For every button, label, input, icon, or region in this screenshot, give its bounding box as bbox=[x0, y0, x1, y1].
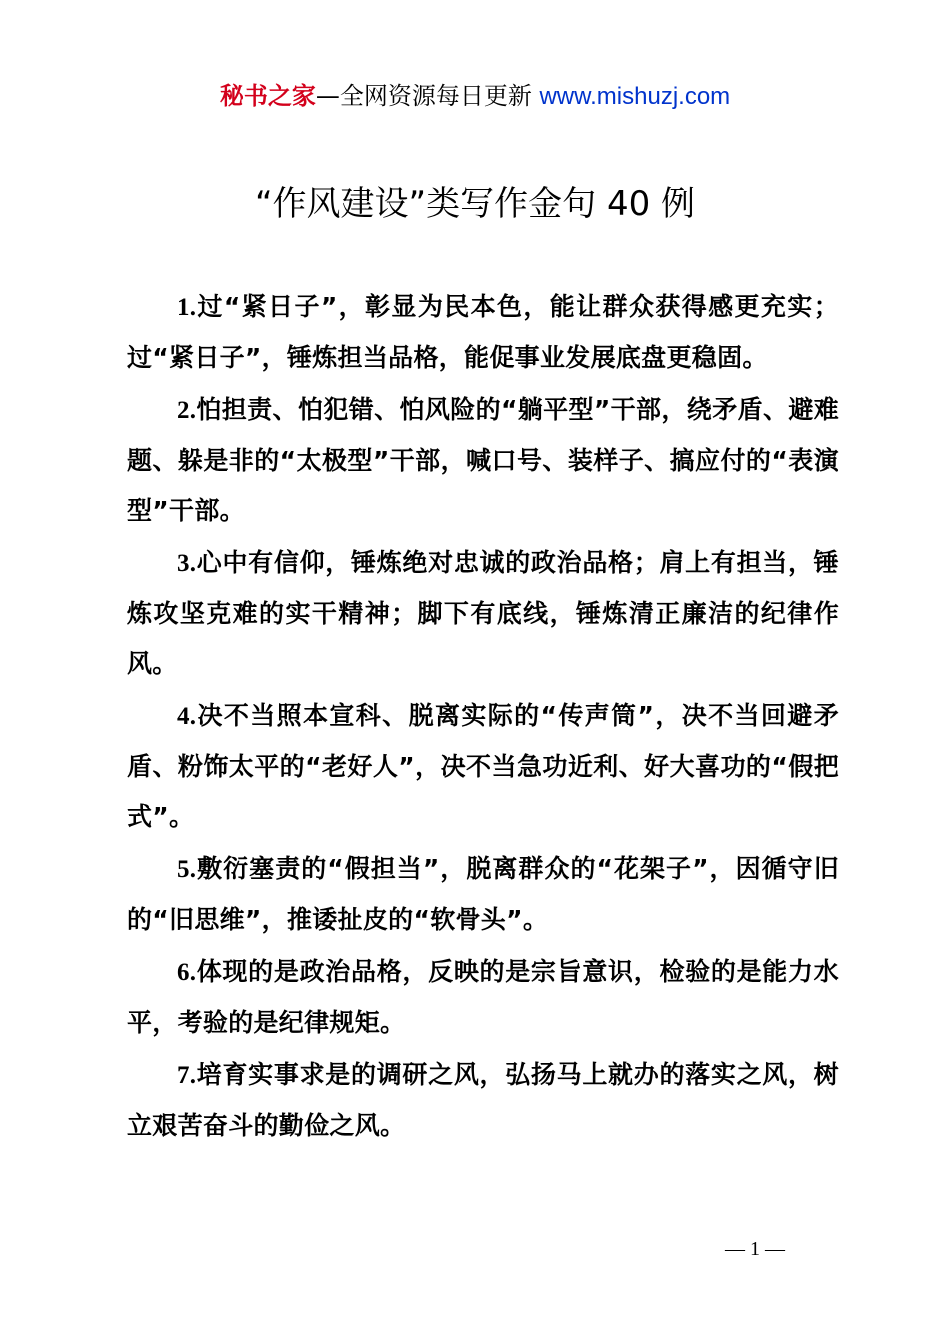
paragraph-3 bbox=[127, 538, 839, 689]
paragraph-text: 体现的是政治品格，反映的是宗旨意识，检验的是能力水平，考验的是纪律规矩。 bbox=[127, 957, 839, 1037]
paragraph-text: 过“紧日子”，彰显为民本色，能让群众获得感更充实；过“紧日子”，锤炼担当品格，能促事业发展底盘更稳固。 bbox=[127, 292, 839, 372]
paragraph-2 bbox=[127, 385, 839, 536]
document-title: “作风建设”类写作金句 40 例 bbox=[254, 184, 696, 224]
page-number: — 1 — bbox=[725, 1238, 785, 1260]
paragraph-1 bbox=[127, 282, 839, 383]
paragraph-number: 1. bbox=[177, 294, 197, 321]
paragraph-4 bbox=[127, 691, 839, 842]
paragraph-text: 培育实事求是的调研之风，弘扬马上就办的落实之风，树立艰苦奋斗的勤俭之风。 bbox=[127, 1060, 839, 1140]
site-header bbox=[0, 80, 950, 113]
header-tagline: —全网资源每日更新 bbox=[315, 82, 532, 110]
paragraph-text: 决不当照本宣科、脱离实际的“传声筒”，决不当回避矛盾、粉饰太平的“老好人”，决不当急功近利、好大喜功的“假把式”。 bbox=[127, 701, 839, 831]
paragraph-number: 2. bbox=[177, 397, 197, 424]
paragraph-7 bbox=[127, 1050, 839, 1151]
paragraph-text: 敷衍塞责的“假担当”，脱离群众的“花架子”，因循守旧的“旧思维”，推诿扯皮的“软骨头”。 bbox=[127, 854, 839, 934]
paragraph-number: 6. bbox=[177, 959, 197, 986]
paragraph-number: 5. bbox=[177, 856, 197, 883]
paragraph-5 bbox=[127, 844, 839, 945]
paragraph-number: 4. bbox=[177, 703, 197, 730]
paragraph-number: 7. bbox=[177, 1062, 197, 1089]
paragraph-text: 心中有信仰，锤炼绝对忠诚的政治品格；肩上有担当，锤炼攻坚克难的实干精神；脚下有底线，锤炼清正廉洁的纪律作风。 bbox=[127, 548, 839, 678]
paragraph-text: 怕担责、怕犯错、怕风险的“躺平型”干部，绕矛盾、避难题、躲是非的“太极型”干部，喊口号、装样子、搞应付的“表演型”干部。 bbox=[127, 395, 839, 525]
document-body bbox=[127, 282, 839, 1153]
site-url-link[interactable]: www.mishuzj.com bbox=[539, 83, 731, 110]
paragraph-number: 3. bbox=[177, 550, 197, 577]
paragraph-6 bbox=[127, 947, 839, 1048]
brand-name: 秘书之家 bbox=[219, 82, 316, 110]
